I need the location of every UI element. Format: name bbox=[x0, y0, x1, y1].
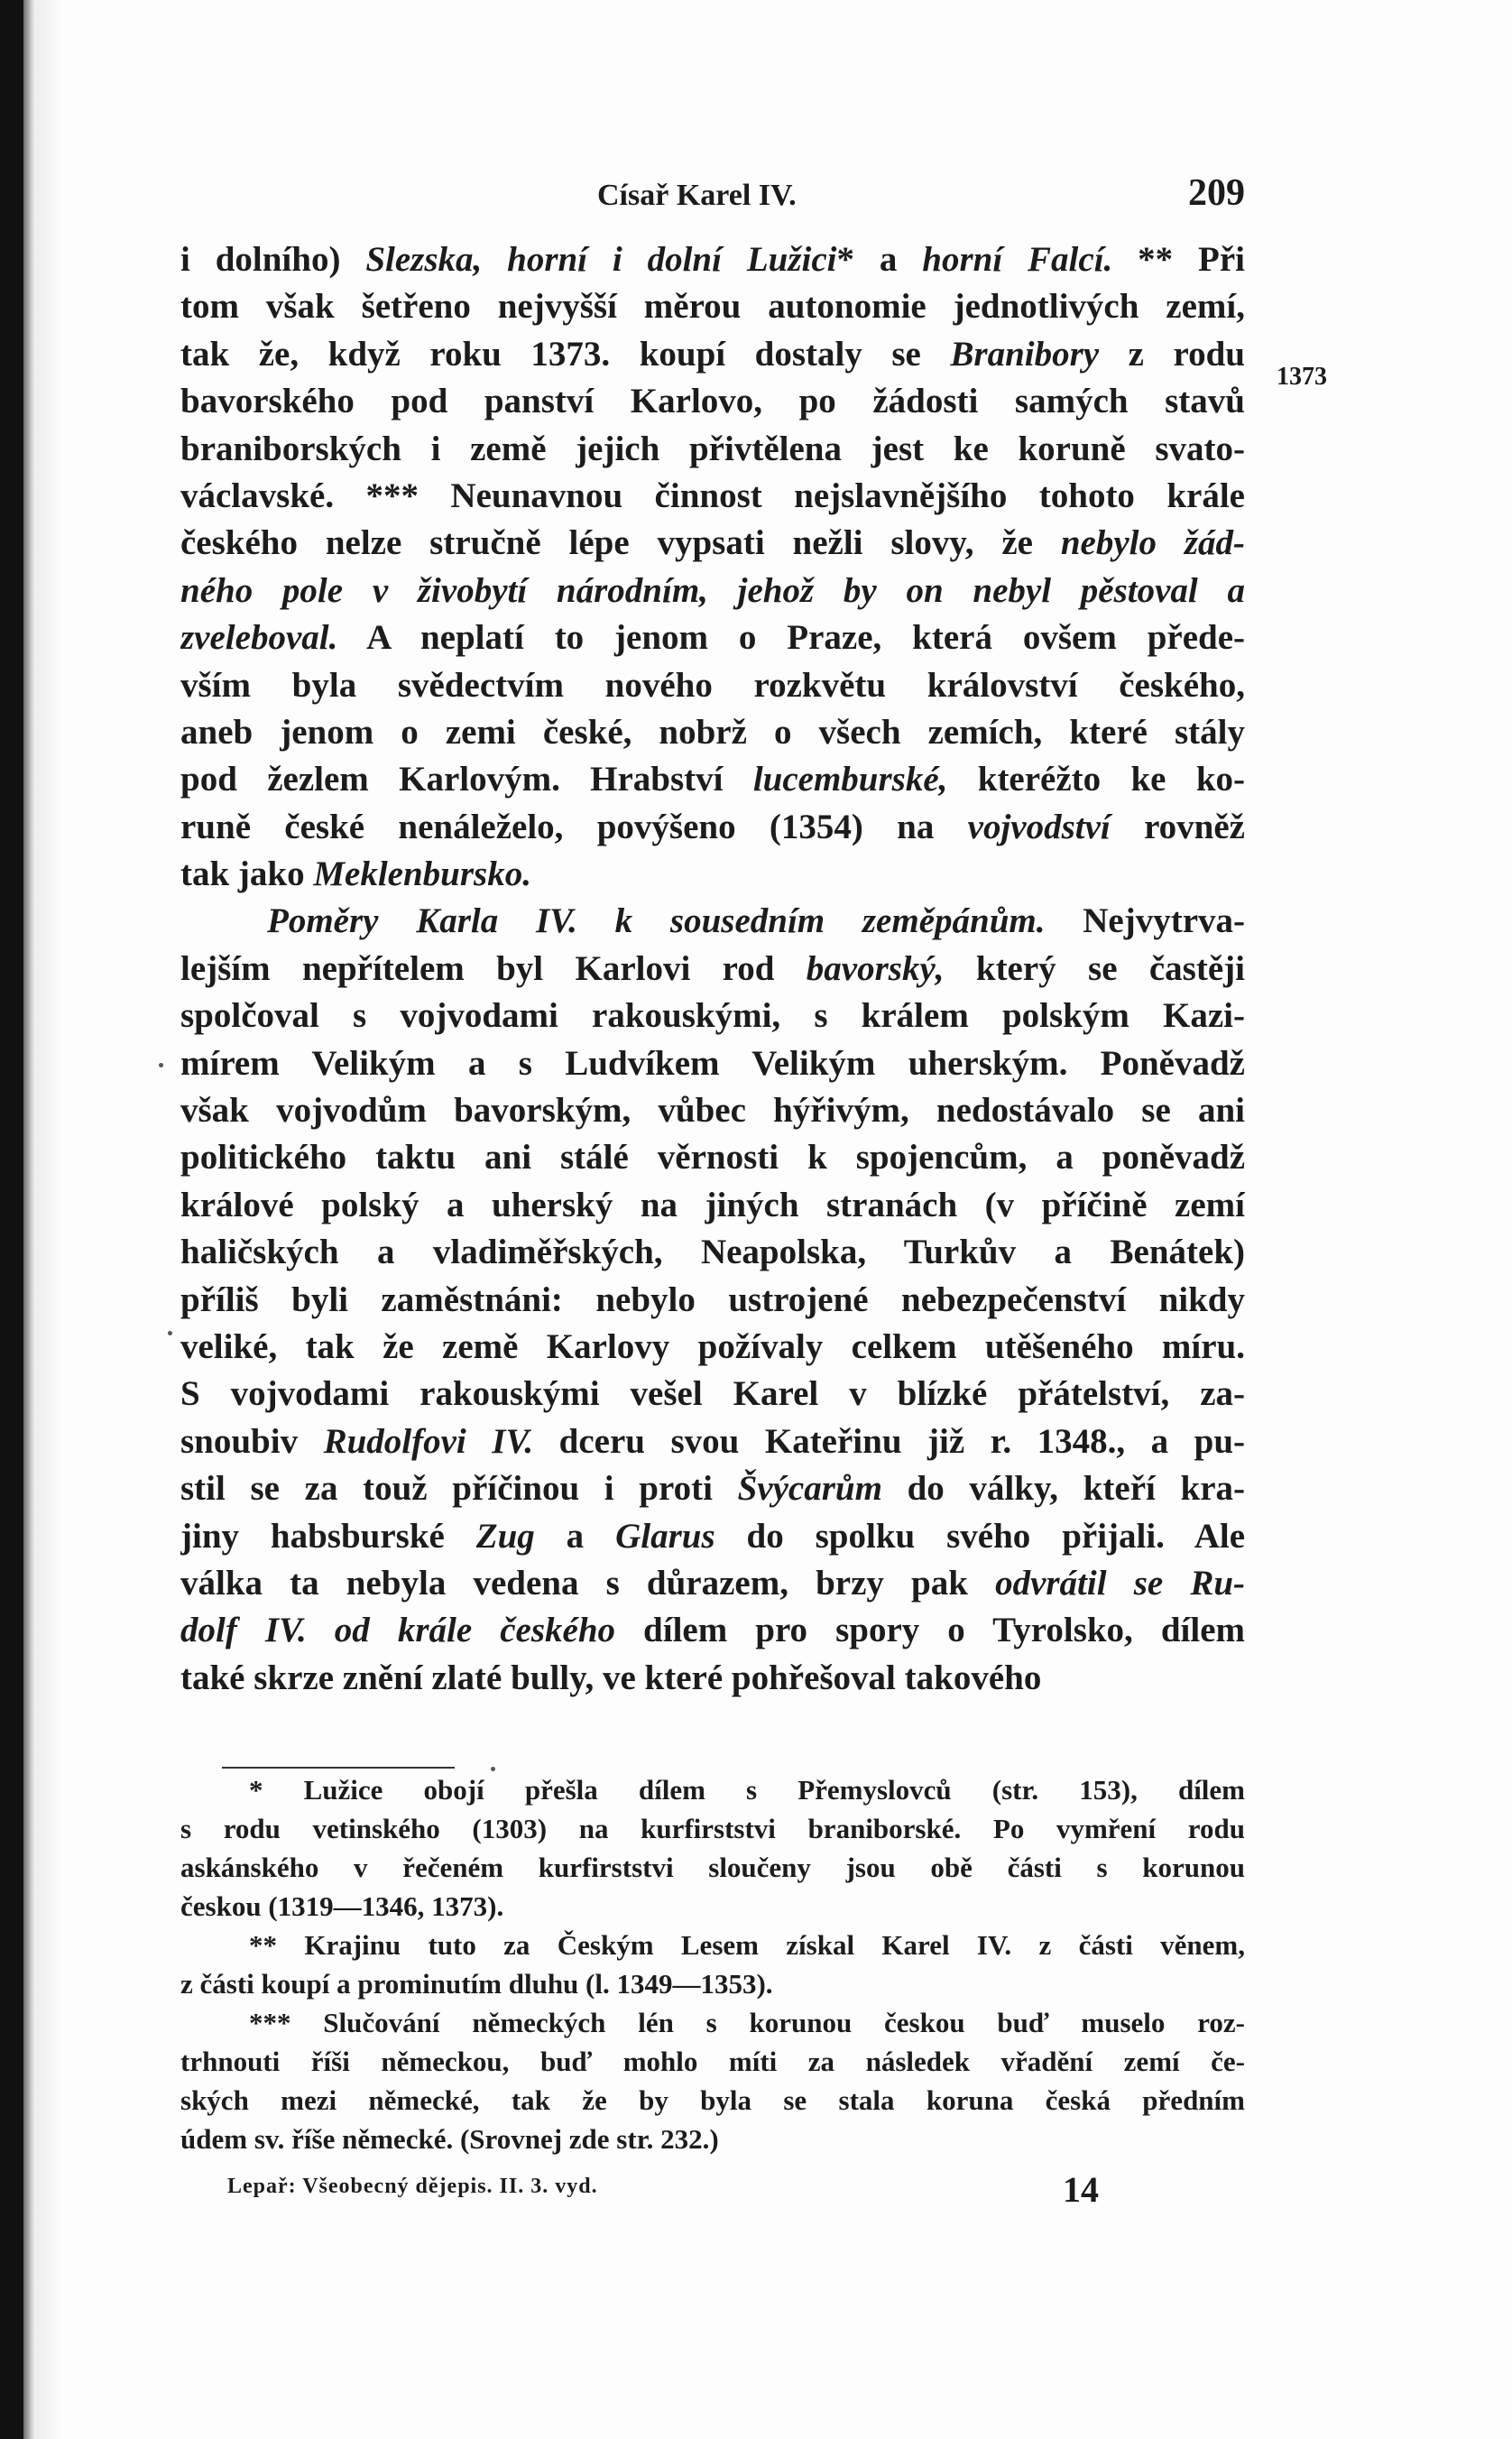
print-speck bbox=[159, 1063, 163, 1067]
body-line bbox=[180, 1087, 1245, 1134]
italic-text-run: Glarus bbox=[615, 1516, 715, 1556]
body-line bbox=[180, 756, 1245, 803]
text-run: českou (1319—1346, 1373). bbox=[180, 1890, 504, 1922]
text-run: válka ta nebyla vedena s důrazem, brzy pak bbox=[180, 1563, 996, 1603]
text-run: aneb jenom o zemi české, nobrž o všech zemích, které stály bbox=[180, 712, 1245, 752]
text-run: Nejvytrva- bbox=[1045, 901, 1245, 941]
text-run: z části koupí a prominutím dluhu (l. 1349—1353). bbox=[180, 1968, 773, 2000]
text-run: *** Slučování německých lén s korunou českou buď muselo roz- bbox=[249, 2007, 1245, 2038]
body-line bbox=[180, 1134, 1245, 1181]
text-run: pod žezlem Karlovým. Hrabství bbox=[180, 760, 753, 799]
text-run: tak že, když roku 1373. koupí dostaly se bbox=[180, 334, 951, 374]
text-run: * a bbox=[836, 240, 923, 279]
margin-year-note: 1373 bbox=[1277, 363, 1327, 391]
text-run: tak jako bbox=[180, 855, 314, 894]
text-run: spolčoval s vojvodami rakouskými, s králem polským Kazi- bbox=[180, 996, 1245, 1036]
italic-text-run: zveleboval. bbox=[180, 618, 338, 658]
body-line bbox=[180, 520, 1245, 567]
footnote-line bbox=[180, 1770, 1245, 1809]
body-line bbox=[180, 614, 1245, 661]
page-shadow bbox=[36, 0, 63, 2439]
footnote-line bbox=[180, 2042, 1245, 2081]
body-line bbox=[180, 331, 1245, 378]
text-run: příliš byli zaměstnáni: nebylo ustrojené nebezpečenství nikdy bbox=[180, 1280, 1245, 1319]
text-run: který se častěji bbox=[944, 948, 1245, 988]
footnote-line bbox=[180, 1848, 1245, 1887]
body-line bbox=[180, 1324, 1245, 1371]
text-run: z rodu bbox=[1099, 334, 1245, 374]
body-line bbox=[180, 993, 1245, 1039]
text-run: * Lužice obojí přešla dílem s Přemyslovců (str. 153), dílem bbox=[249, 1774, 1245, 1806]
italic-text-run: nebylo žád- bbox=[1060, 523, 1245, 563]
text-run: A neplatí to jenom o Praze, která ovšem přede- bbox=[337, 618, 1245, 658]
text-run: vším byla svědectvím nového rozkvětu království českého, bbox=[180, 665, 1245, 705]
text-run: do spolku svého přijali. Ale bbox=[715, 1516, 1245, 1556]
text-run: kteréžto ke ko- bbox=[947, 760, 1245, 799]
italic-text-run: Poměry Karla IV. k sousedním zeměpánům. bbox=[267, 901, 1046, 941]
text-run: tom však šetřeno nejvyšší měrou autonomie jednotlivých zemí, bbox=[180, 287, 1245, 327]
print-speck bbox=[491, 1767, 495, 1771]
text-run: václavské. *** Neunavnou činnost nejslavnějšího tohoto krále bbox=[180, 476, 1245, 515]
text-run: stil se za touž příčinou i proti bbox=[180, 1469, 738, 1509]
text-run: rovněž bbox=[1110, 807, 1245, 846]
text-run: mírem Velikým a s Ludvíkem Velikým uherským. Poněvadž bbox=[180, 1043, 1245, 1083]
scan-binding-gradient bbox=[23, 0, 36, 2439]
text-run: dceru svou Kateřinu již r. 1348., a pu- bbox=[533, 1421, 1245, 1461]
print-speck bbox=[168, 1331, 172, 1335]
text-run: lejším nepřítelem byl Karlovi rod bbox=[180, 948, 807, 988]
page-number: 209 bbox=[1188, 172, 1245, 214]
text-run: ** Krajinu tuto za Českým Lesem získal Karel IV. z části věnem, bbox=[249, 1929, 1245, 1961]
italic-text-run: vojvodství bbox=[967, 807, 1111, 846]
text-run: bavorského pod panství Karlovo, po žádosti samých stavů bbox=[180, 382, 1245, 421]
footnotes bbox=[180, 1770, 1245, 2158]
text-run: údem sv. říše německé. (Srovnej zde str. 232.) bbox=[180, 2123, 719, 2155]
text-run: veliké, tak že země Karlovy požívaly celkem utěšeného míru. bbox=[180, 1326, 1245, 1366]
body-line bbox=[180, 426, 1245, 473]
body-line bbox=[180, 1465, 1245, 1512]
text-run: také skrze znění zlaté bully, ve které pohřešoval takového bbox=[180, 1658, 1042, 1697]
body-line bbox=[180, 236, 1245, 283]
body-line bbox=[180, 898, 1245, 945]
text-run: runě české nenáleželo, povýšeno (1354) na bbox=[180, 807, 968, 846]
body-line bbox=[180, 1040, 1245, 1087]
body-line bbox=[180, 1277, 1245, 1324]
body-line bbox=[180, 283, 1245, 330]
body-line bbox=[180, 804, 1245, 851]
footnote-line bbox=[180, 1887, 1245, 1926]
text-run: ských mezi německé, tak že by byla se stala koruna česká předním bbox=[180, 2084, 1245, 2116]
sheet-number: 14 bbox=[1063, 2169, 1099, 2210]
text-run: dílem pro spory o Tyrolsko, dílem bbox=[615, 1611, 1245, 1650]
text-run: králové polský a uherský na jiných stranách (v příčině zemí bbox=[180, 1185, 1245, 1224]
italic-text-run: Slezska, horní i dolní Lužici bbox=[365, 240, 837, 279]
scan-binding-edge bbox=[0, 0, 23, 2439]
body-line bbox=[180, 662, 1245, 709]
body-line bbox=[180, 1182, 1245, 1229]
text-run: snoubiv bbox=[180, 1421, 324, 1461]
italic-text-run: ného pole v živobytí národním, jehož by on nebyl pěstoval a bbox=[180, 570, 1245, 610]
footnote-line bbox=[180, 1926, 1245, 1964]
italic-text-run: Zug bbox=[475, 1516, 535, 1556]
footnote-rule bbox=[222, 1767, 455, 1769]
text-run: ** Při bbox=[1112, 240, 1245, 279]
italic-text-run: bavorský, bbox=[806, 948, 945, 988]
body-line bbox=[180, 1513, 1245, 1560]
body-line bbox=[180, 1560, 1245, 1607]
italic-text-run: horní Falcí. bbox=[922, 240, 1113, 279]
body-line bbox=[180, 1371, 1245, 1418]
text-run: haličských a vladiměřských, Neapolska, Turkův a Benátek) bbox=[180, 1233, 1245, 1272]
text-run: však vojvodům bavorským, vůbec hýřivým, nedostávalo se ani bbox=[180, 1091, 1245, 1131]
body-line bbox=[180, 946, 1245, 993]
body-line bbox=[180, 851, 1245, 898]
text-run: a bbox=[534, 1516, 616, 1556]
body-line bbox=[180, 1229, 1245, 1276]
text-run: trhnouti říši německou, buď mohlo míti za následek vřadění zemí če- bbox=[180, 2046, 1245, 2077]
italic-text-run: dolf IV. od krále českého bbox=[180, 1611, 616, 1650]
body-line bbox=[180, 473, 1245, 520]
text-run: českého nelze stručně lépe vypsati nežli slovy, že bbox=[180, 523, 1061, 563]
footnote-line bbox=[180, 2120, 1245, 2158]
text-run: i dolního) bbox=[180, 240, 366, 279]
text-run: askánského v řečeném kurfirststvi sloučeny jsou obě části s korunou bbox=[180, 1852, 1245, 1883]
footnote-line bbox=[180, 2003, 1245, 2042]
running-head bbox=[180, 171, 1245, 226]
body-line bbox=[180, 568, 1245, 614]
body-line bbox=[180, 1418, 1245, 1465]
footnote-line bbox=[180, 1809, 1245, 1848]
running-title: Císař Karel IV. bbox=[597, 179, 797, 212]
body-line bbox=[180, 1607, 1245, 1654]
italic-text-run: Rudolfovi IV. bbox=[323, 1421, 534, 1461]
footnote-line bbox=[180, 1964, 1245, 2003]
text-run: braniborských i země jejich přivtělena jest ke koruně svato- bbox=[180, 429, 1245, 468]
italic-text-run: odvrátil se Ru- bbox=[995, 1563, 1245, 1603]
main-text bbox=[180, 236, 1245, 1702]
text-run: do války, kteří kra- bbox=[881, 1469, 1245, 1509]
text-run: politického taktu ani stálé věrnosti k spojencům, a poněvadž bbox=[180, 1138, 1245, 1178]
text-run: jiny habsburské bbox=[180, 1516, 476, 1556]
italic-text-run: Meklenbursko. bbox=[313, 855, 531, 894]
body-line bbox=[180, 378, 1245, 425]
body-line bbox=[180, 1655, 1245, 1702]
footnote-line bbox=[180, 2081, 1245, 2120]
italic-text-run: Švýcarům bbox=[737, 1469, 882, 1509]
printer-signature: Lepař: Všeobecný dějepis. II. 3. vyd. bbox=[227, 2175, 598, 2198]
text-run: S vojvodami rakouskými vešel Karel v blízké přátelství, za- bbox=[180, 1374, 1245, 1414]
text-run: s rodu vetinského (1303) na kurfirststvi braniborské. Po vymření rodu bbox=[180, 1813, 1245, 1844]
body-line bbox=[180, 709, 1245, 756]
italic-text-run: Branibory bbox=[950, 334, 1100, 374]
italic-text-run: lucemburské, bbox=[752, 760, 948, 799]
